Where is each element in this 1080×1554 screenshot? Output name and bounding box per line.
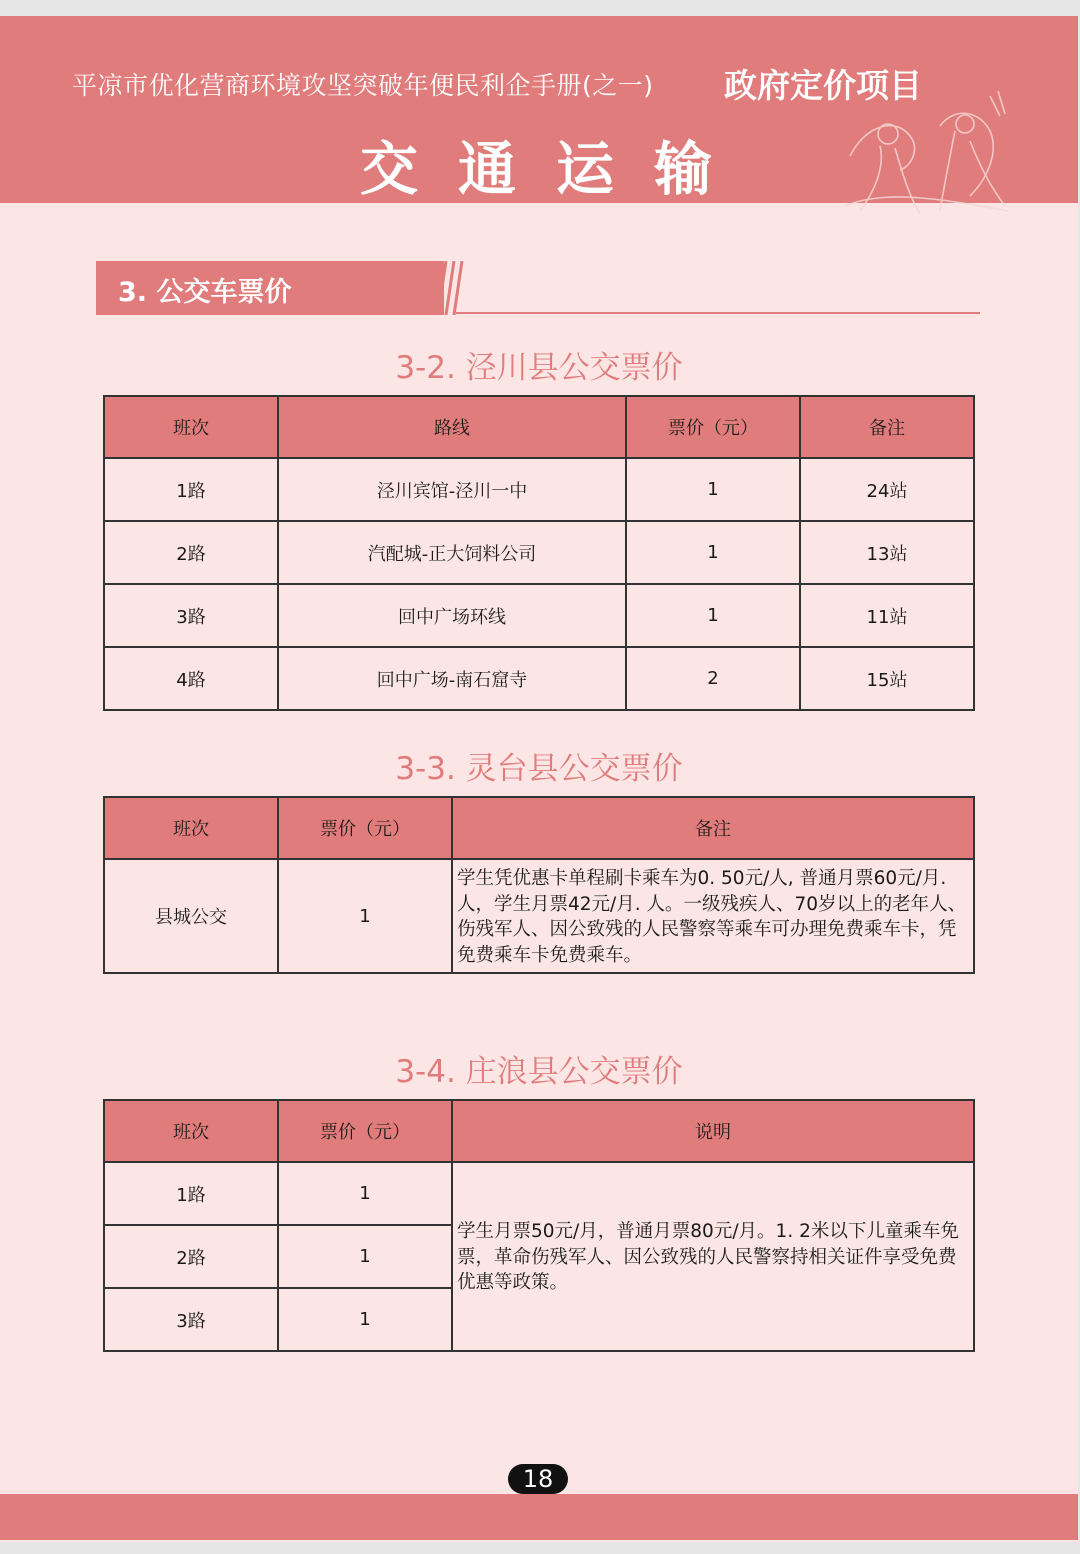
section-label-text: 3. 公交车票价: [118, 277, 292, 308]
column-header: 班次: [104, 1100, 278, 1162]
fare-cell: 1: [626, 458, 800, 521]
table-header-row: [104, 797, 974, 859]
route-cell: 2路: [104, 521, 278, 584]
footer-band: [0, 1494, 1078, 1540]
fare-cell: 1: [278, 859, 452, 973]
note-cell: 24站: [800, 458, 974, 521]
fare-cell: 1: [626, 584, 800, 647]
jingchuan-fare-table: [103, 395, 975, 711]
column-header: 班次: [104, 396, 278, 458]
page-number: 18: [508, 1464, 568, 1494]
column-header: 票价（元）: [626, 396, 800, 458]
lingtai-fare-table: [103, 796, 975, 974]
line-cell: 回中广场-南石窟寺: [278, 647, 626, 710]
column-header: 说明: [452, 1100, 974, 1162]
route-cell: 1路: [104, 458, 278, 521]
route-cell: 县城公交: [104, 859, 278, 973]
note-cell: 学生凭优惠卡单程刷卡乘车为0. 50元/人, 普通月票60元/月. 人，学生月票42元/月. 人。一级残疾人、70岁以上的老年人、伤残军人、因公致残的人民警察等乘车可办理免费乘车卡，凭免费乘车卡免费乘车。: [452, 859, 974, 973]
note-cell: 15站: [800, 647, 974, 710]
table-row: [104, 521, 974, 584]
column-header: 路线: [278, 396, 626, 458]
lingtai-title: 3-3. 灵台县公交票价: [395, 751, 683, 787]
column-header: 备注: [452, 797, 974, 859]
note-cell: 学生月票50元/月，普通月票80元/月。1. 2米以下儿童乘车免票，革命伤残军人、因公致残的人民警察持相关证件享受免费优惠等政策。: [452, 1162, 974, 1351]
route-cell: 2路: [104, 1225, 278, 1288]
fare-cell: 1: [278, 1288, 452, 1351]
table-row: [104, 458, 974, 521]
stripes-decoration-icon: [428, 261, 468, 315]
note-cell: 11站: [800, 584, 974, 647]
fare-cell: 1: [278, 1162, 452, 1225]
page-title: 交通运输: [360, 135, 753, 203]
fare-cell: 2: [626, 647, 800, 710]
route-cell: 4路: [104, 647, 278, 710]
table-row: [104, 647, 974, 710]
figure-illustration-icon: [840, 86, 1010, 221]
section-divider: [456, 312, 980, 314]
section-label: [96, 261, 444, 315]
header-banner: [0, 16, 1078, 203]
header-category: 政府定价项目: [724, 66, 922, 105]
zhuanglang-title: 3-4. 庄浪县公交票价: [395, 1054, 683, 1090]
table-header-row: [104, 1100, 974, 1162]
table-row: [104, 859, 974, 973]
jingchuan-title: 3-2. 泾川县公交票价: [395, 350, 683, 386]
column-header: 票价（元）: [278, 1100, 452, 1162]
header-subtitle: 平凉市优化营商环境攻坚突破年便民利企手册(之一): [72, 71, 654, 100]
brochure-page: [0, 16, 1078, 1542]
table-header-row: [104, 396, 974, 458]
line-cell: 回中广场环线: [278, 584, 626, 647]
line-cell: 汽配城-正大饲料公司: [278, 521, 626, 584]
fare-cell: 1: [278, 1225, 452, 1288]
route-cell: 1路: [104, 1162, 278, 1225]
table-row: [104, 1162, 974, 1225]
fare-cell: 1: [626, 521, 800, 584]
column-header: 票价（元）: [278, 797, 452, 859]
note-cell: 13站: [800, 521, 974, 584]
route-cell: 3路: [104, 584, 278, 647]
route-cell: 3路: [104, 1288, 278, 1351]
line-cell: 泾川宾馆-泾川一中: [278, 458, 626, 521]
table-row: [104, 584, 974, 647]
zhuanglang-fare-table: [103, 1099, 975, 1352]
column-header: 备注: [800, 396, 974, 458]
column-header: 班次: [104, 797, 278, 859]
